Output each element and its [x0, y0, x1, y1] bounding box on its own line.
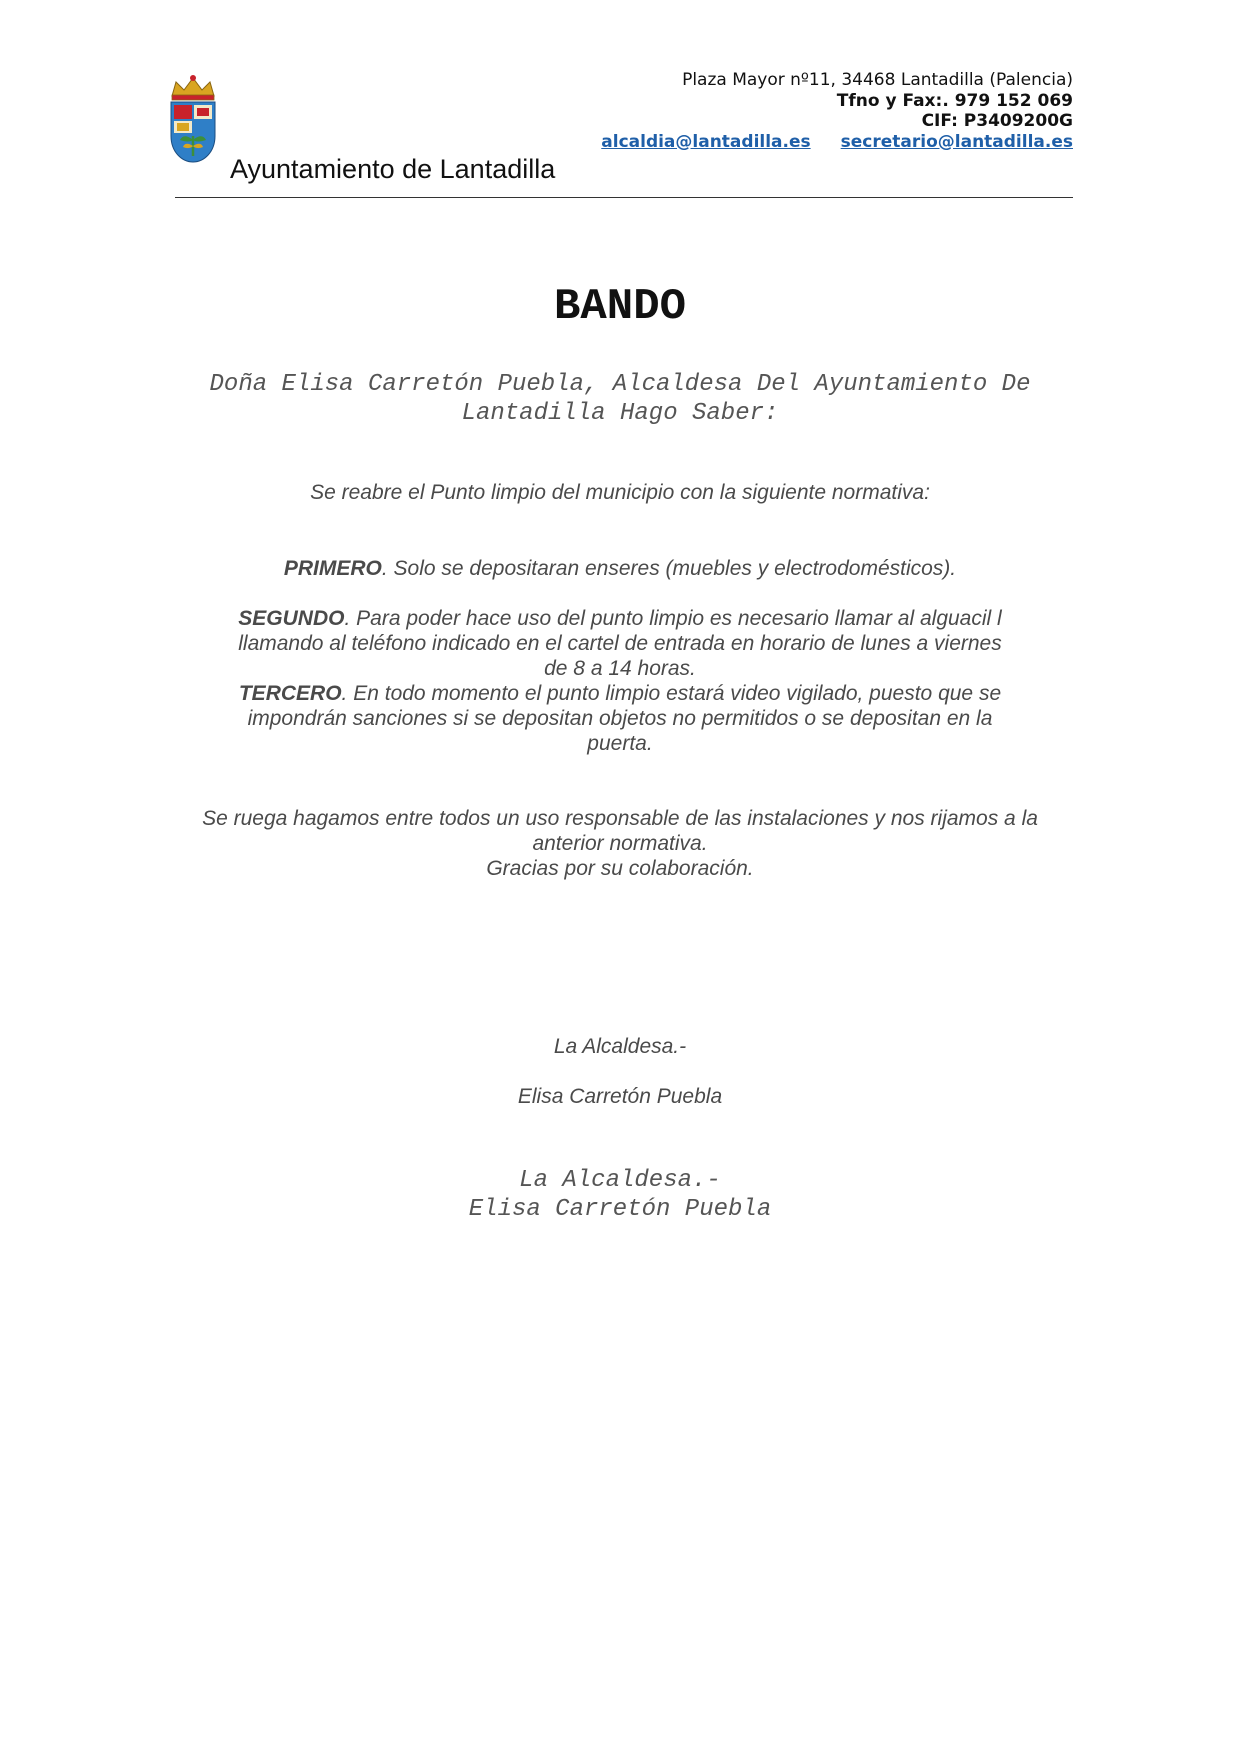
signature-title-text: La Alcaldesa.-: [553, 1035, 687, 1058]
intro-paragraph: [180, 480, 1060, 505]
rule-segundo-label: SEGUNDO: [238, 607, 345, 630]
letterhead: [160, 70, 1080, 200]
rule-primero-text: . Solo se depositaran enseres (muebles y electrodomésticos).: [381, 557, 957, 580]
closing-line-3: Gracias por su colaboración.: [486, 857, 754, 880]
rule-tercero-line-3: puerta.: [587, 732, 653, 755]
closing-paragraph: [180, 806, 1060, 881]
closing-line-2: anterior normativa.: [532, 832, 708, 855]
document-title: BANDO: [553, 282, 687, 332]
rule-tercero: [180, 681, 1060, 756]
header-divider: [175, 197, 1073, 198]
intro-text: Se reabre el Punto limpio del municipio con la siguiente normativa:: [310, 481, 930, 504]
contact-block: [601, 70, 1073, 152]
signature-name-text: Elisa Carretón Puebla: [517, 1085, 723, 1108]
rule-tercero-text-1: . En todo momento el punto limpio estará video vigilado, puesto que se: [341, 682, 1002, 705]
rule-primero-label: PRIMERO: [283, 557, 382, 580]
rule-tercero-line-1: [180, 681, 1060, 706]
rule-segundo-line-2: llamando al teléfono indicado en el cartel de entrada en horario de lunes a viernes: [238, 632, 1002, 655]
signature2-title: La Alcaldesa.-: [519, 1167, 721, 1194]
rule-segundo: [180, 606, 1060, 681]
rule-segundo-line-3: de 8 a 14 horas.: [544, 657, 696, 680]
organization-name: Ayuntamiento de Lantadilla: [230, 154, 556, 184]
signature-block-2: [180, 1166, 1060, 1224]
email-mayor-link[interactable]: alcaldia@lantadilla.es: [601, 131, 811, 152]
rule-segundo-text-1: . Para poder hace uso del punto limpio es necesario llamar al alguacil l: [344, 607, 1002, 630]
cif: CIF: P3409200G: [921, 111, 1073, 131]
rule-segundo-line-1: [180, 606, 1060, 631]
rule-primero-line: [180, 556, 1060, 581]
phone-fax: Tfno y Fax:. 979 152 069: [836, 90, 1073, 111]
proclamation: [180, 370, 1060, 428]
rule-primero: [180, 556, 1060, 581]
signature-name: [180, 1084, 1060, 1109]
signature2-name: Elisa Carretón Puebla: [468, 1196, 772, 1223]
rule-tercero-label: TERCERO: [238, 682, 342, 705]
coat-of-arms-icon: [166, 74, 220, 164]
email-secretary-link[interactable]: secretario@lantadilla.es: [840, 131, 1073, 152]
address: Plaza Mayor nº11, 34468 Lantadilla (Palencia): [682, 70, 1073, 90]
proclamation-line-1: Doña Elisa Carretón Puebla, Alcaldesa Del Ayuntamiento De: [209, 371, 1031, 398]
proclamation-line-2: Lantadilla Hago Saber:: [461, 400, 779, 427]
email-links: [601, 132, 1073, 153]
signature-title: [180, 1034, 1060, 1059]
closing-line-1: Se ruega hagamos entre todos un uso responsable de las instalaciones y nos rijamos a la: [202, 807, 1038, 830]
rule-tercero-line-2: impondrán sanciones si se depositan objetos no permitidos o se depositan en la: [247, 707, 993, 730]
